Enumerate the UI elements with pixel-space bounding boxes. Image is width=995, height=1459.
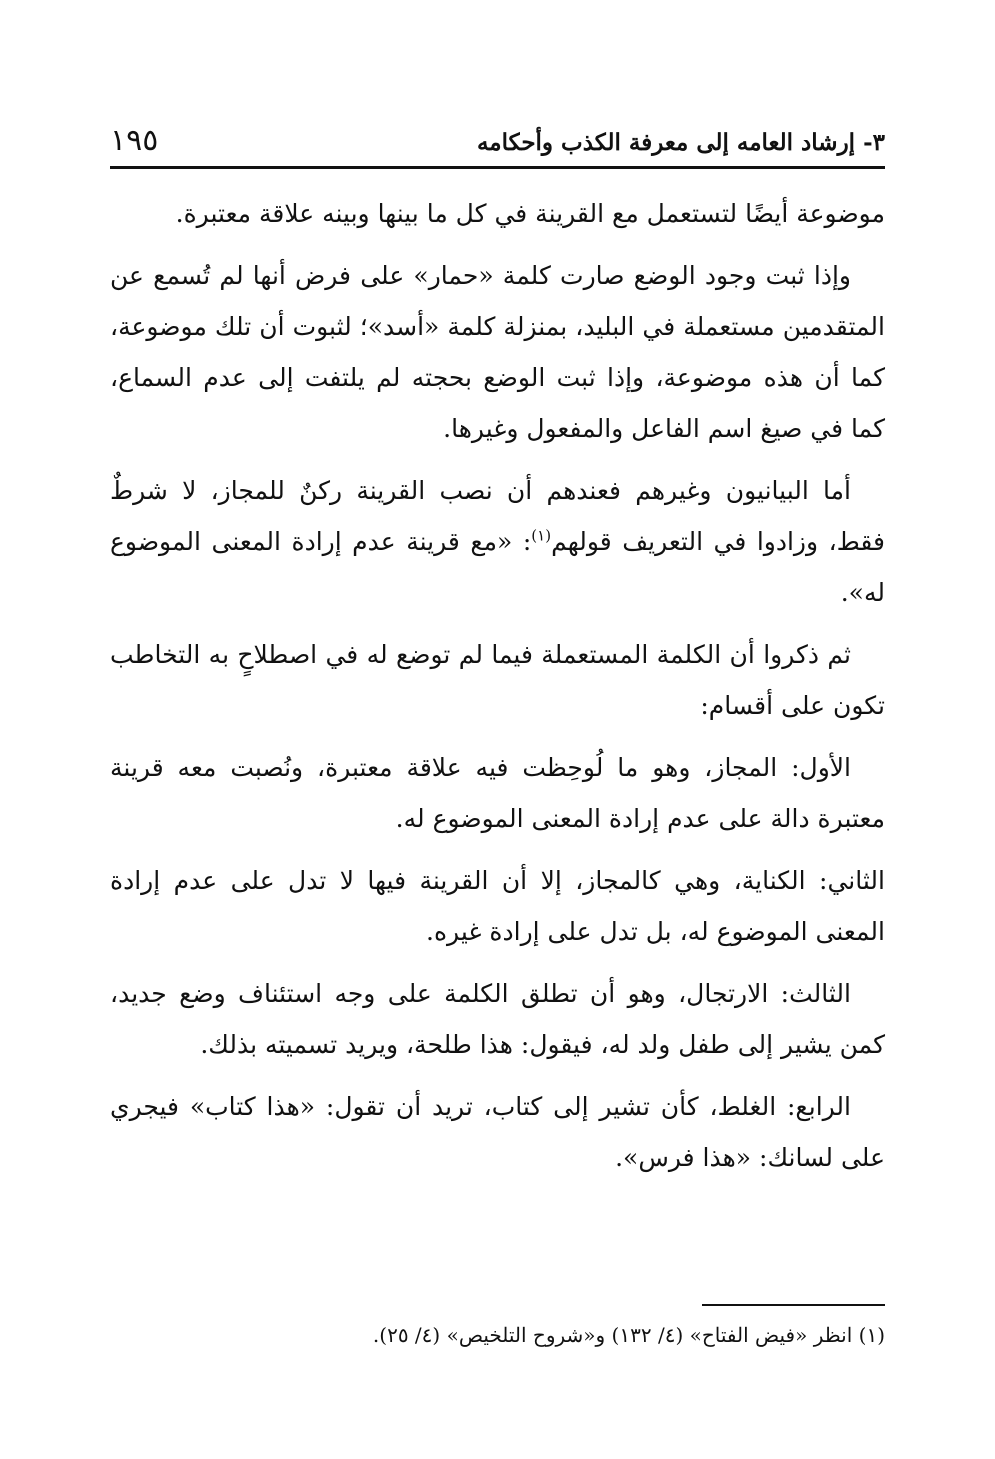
paragraph-7: الثالث: الارتجال، وهو أن تطلق الكلمة على وجه استئناف وضع جديد، كمن يشير إلى طفل ولد له، فيقول: هذا طلحة، ويريد تسميته بذلك.: [110, 979, 885, 1059]
main-text: [110, 188, 885, 1194]
paragraph-5: الأول: المجاز، وهو ما لُوحِظت فيه علاقة معتبرة، ونُصبت معه قرينة معتبرة دالة على عدم إرادة المعنى الموضوع له.: [110, 753, 885, 833]
paragraph-3-quote: : «مع قرينة عدم إرادة المعنى الموضوع له».: [110, 527, 885, 607]
page-number: ١٩٥: [110, 123, 159, 158]
paragraph-3-text: أما البيانيون وغيرهم فعندهم أن نصب القرينة ركنٌ للمجاز، لا شرطٌ فقط، وزادوا في التعريف قولهم: [110, 476, 885, 556]
running-title: ٣- إرشاد العامه إلى معرفة الكذب وأحكامه: [476, 129, 885, 156]
paragraph-2: وإذا ثبت وجود الوضع صارت كلمة «حمار» على فرض أنها لم تُسمع عن المتقدمين مستعملة في البليد، بمنزلة كلمة «أسد»؛ لثبوت أن تلك موضوعة، كما أن هذه موضوعة، وإذا ثبت الوضع بحجته لم يلتفت إلى عدم السماع، كما في صيغ اسم الفاعل والمفعول وغيرها.: [110, 261, 885, 443]
paragraph-4: ثم ذكروا أن الكلمة المستعملة فيما لم توضع له في اصطلاحٍ به التخاطب تكون على أقسام:: [110, 640, 885, 720]
footnote-separator: [702, 1304, 885, 1306]
running-header: [110, 123, 885, 166]
paragraph-8: الرابع: الغلط، كأن تشير إلى كتاب، تريد أن تقول: «هذا كتاب» فيجري على لسانك: «هذا فرس».: [110, 1092, 885, 1172]
paragraph-3: [110, 465, 885, 618]
footnote-reference: (١): [531, 526, 552, 545]
paragraph-1: موضوعة أيضًا لتستعمل مع القرينة في كل ما بينها وبينه علاقة معتبرة.: [175, 199, 885, 228]
paragraph-6: الثاني: الكناية، وهي كالمجاز، إلا أن القرينة فيها لا تدل على عدم إرادة المعنى الموضوع له، بل تدل على إرادة غيره.: [110, 866, 885, 946]
header-rule: [110, 166, 885, 169]
footnote: (١) انظر «فيض الفتاح» (٤/ ١٣٢) و«شروح التلخيص» (٤/ ٢٥).: [372, 1323, 885, 1347]
